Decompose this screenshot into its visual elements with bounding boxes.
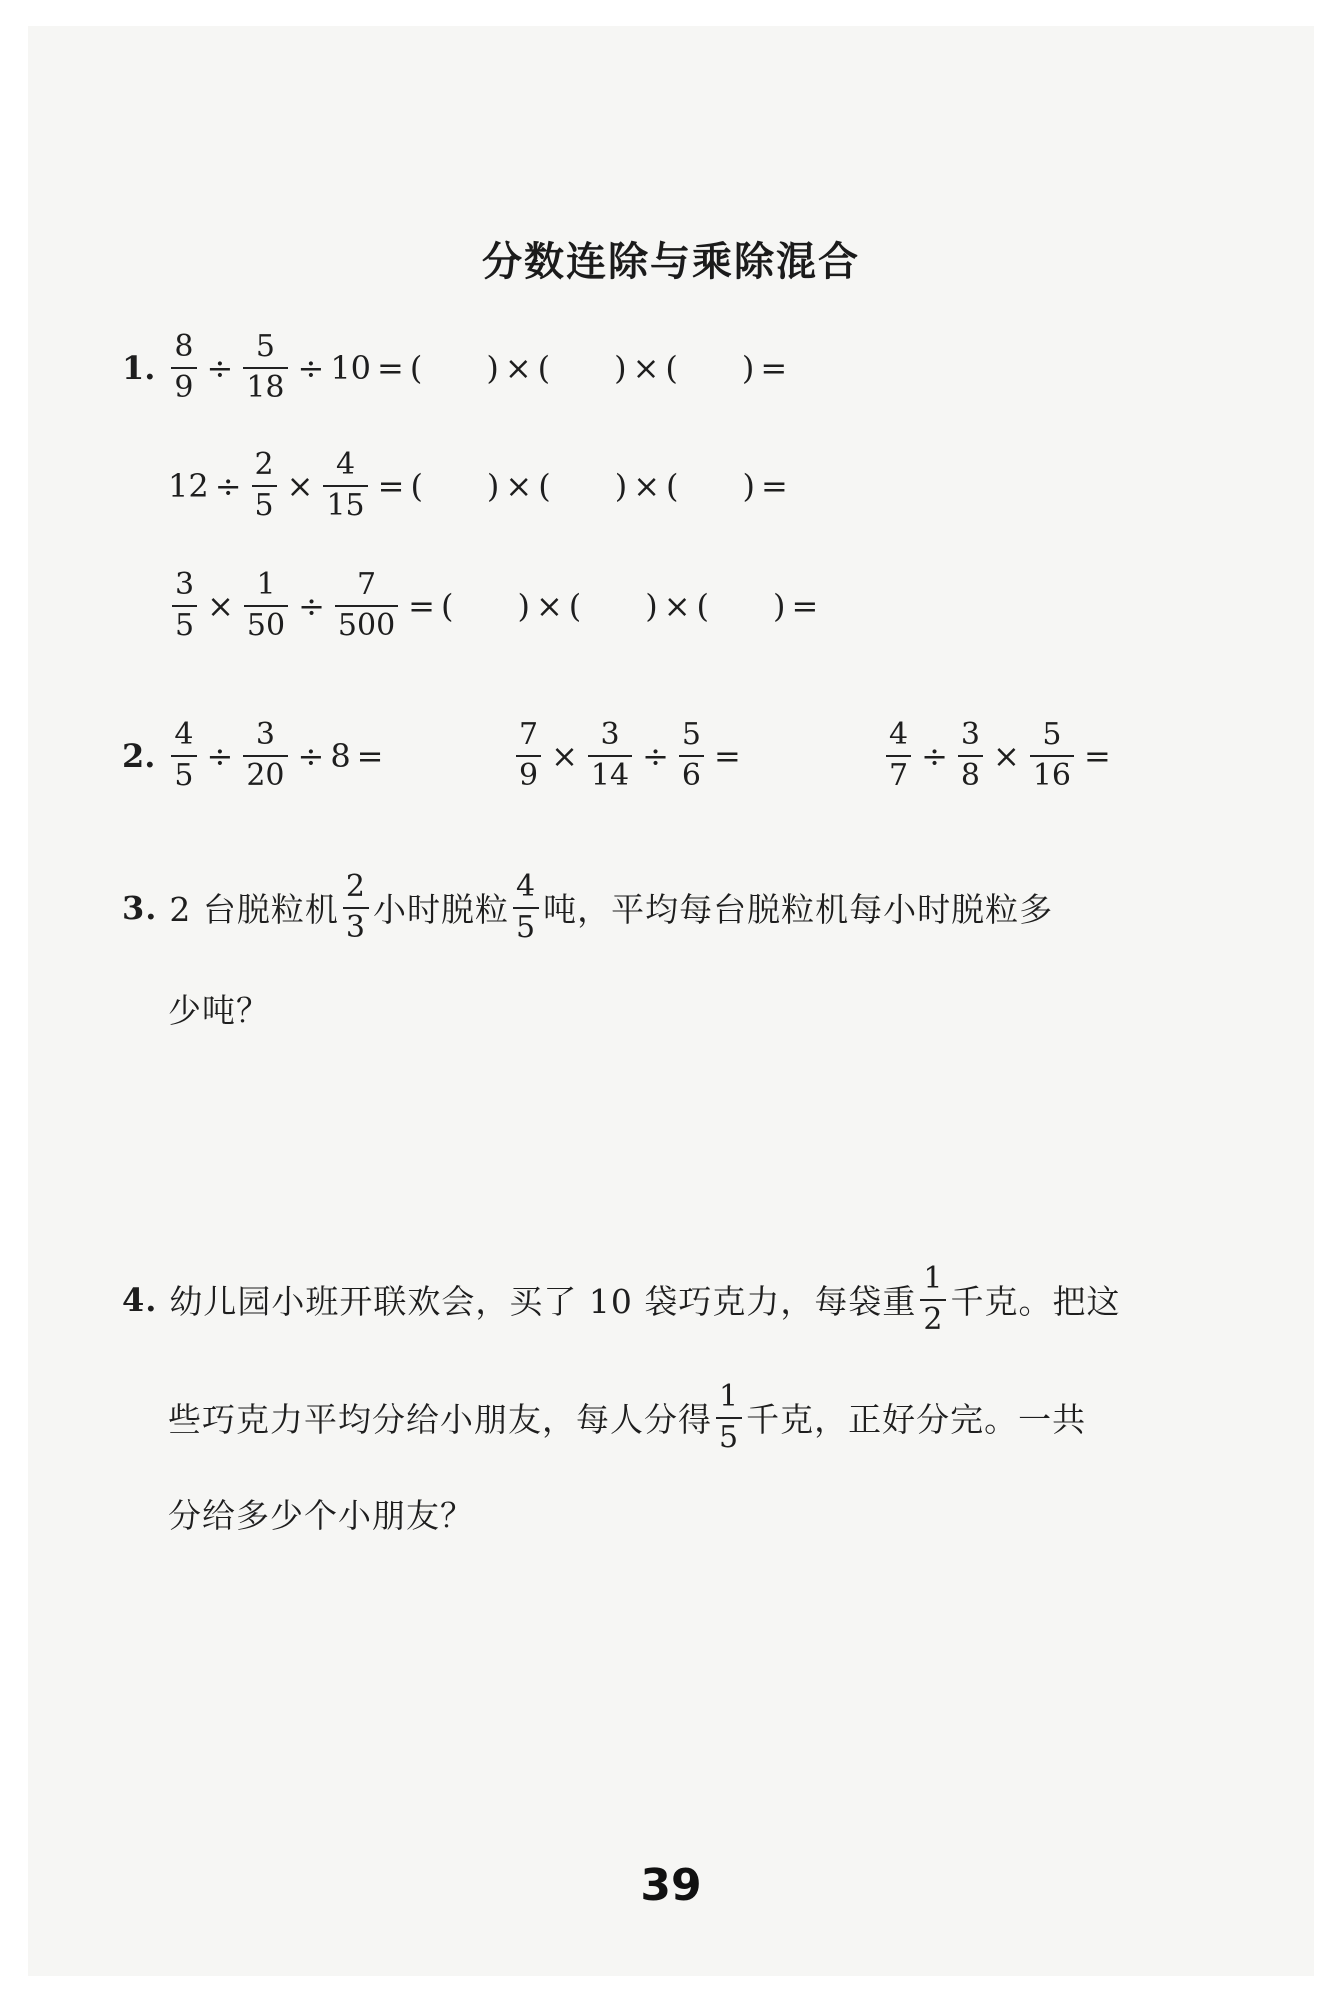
operator: ÷ xyxy=(921,736,948,775)
q4-line-2 xyxy=(168,1380,1086,1455)
q4-text: 些巧克力平均分给小朋友，每人分得 xyxy=(168,1400,712,1439)
paren: ) xyxy=(741,348,755,387)
equals-sign: = xyxy=(356,736,384,775)
q1-row3 xyxy=(168,568,824,643)
operator: × xyxy=(993,736,1020,775)
page-title: 分数连除与乘除混合 xyxy=(482,239,860,285)
fraction: $\frac{5}{16}$ xyxy=(1030,718,1074,793)
number: 8 xyxy=(330,736,351,775)
q3-line-1 xyxy=(122,870,1053,945)
q1-number: 1. xyxy=(122,348,156,387)
operator: ÷ xyxy=(206,348,234,387)
paren: ) xyxy=(773,586,786,625)
q2-expression-3 xyxy=(882,718,1117,793)
q4-text: 千克。把这 xyxy=(950,1282,1121,1321)
operator: ÷ xyxy=(642,736,669,775)
operator: × xyxy=(286,466,314,505)
paren: ) xyxy=(645,586,658,625)
paren: ( xyxy=(409,348,423,387)
q4-text: 幼儿园小班开联欢会，买了 10 袋巧克力，每袋重 xyxy=(169,1282,917,1321)
operator: ÷ xyxy=(214,466,242,505)
number: 10 xyxy=(330,348,372,387)
operator: × xyxy=(504,348,532,387)
fraction: $\frac{1}{50}$ xyxy=(244,568,288,643)
fraction: $\frac{2}{3}$ xyxy=(343,870,369,945)
operator: × xyxy=(663,586,691,625)
fraction: $\frac{2}{5}$ xyxy=(252,448,277,523)
equals-sign: = xyxy=(791,586,819,625)
fraction: $\frac{3}{20}$ xyxy=(243,718,287,793)
q1-row2 xyxy=(168,448,794,523)
fraction: $\frac{7}{9}$ xyxy=(516,718,541,793)
page-number: 39 xyxy=(640,1860,702,1911)
number: 12 xyxy=(168,466,209,505)
paren: ( xyxy=(537,348,551,387)
fraction: $\frac{3}{8}$ xyxy=(958,718,983,793)
operator: ÷ xyxy=(298,586,325,625)
paren: ( xyxy=(410,466,423,505)
paren: ) xyxy=(486,466,500,505)
paren: ( xyxy=(666,466,679,505)
paren: ( xyxy=(696,586,710,625)
q3-text: 小时脱粒 xyxy=(373,890,509,929)
equals-sign: = xyxy=(1084,736,1111,775)
fraction: $\frac{3}{5}$ xyxy=(172,568,197,643)
operator: × xyxy=(551,736,578,775)
paren: ) xyxy=(517,586,530,625)
q3-text: 吨，平均每台脱粒机每小时脱粒多 xyxy=(543,890,1054,929)
paren: ) xyxy=(614,466,628,505)
fraction: $\frac{5}{18}$ xyxy=(243,330,287,405)
equals-sign: = xyxy=(760,466,788,505)
paren: ( xyxy=(440,586,454,625)
q4-text: 千克，正好分完。一共 xyxy=(746,1400,1087,1439)
paren: ) xyxy=(614,348,627,387)
operator: × xyxy=(207,586,234,625)
fraction: $\frac{4}{5}$ xyxy=(171,718,196,793)
q2-expression-1 xyxy=(122,718,389,793)
q2-number: 2. xyxy=(122,736,156,775)
operator: × xyxy=(633,466,660,505)
q4-line-1 xyxy=(122,1262,1120,1337)
operator: ÷ xyxy=(297,348,325,387)
q3-text: 少吨？ xyxy=(168,991,270,1030)
equals-sign: = xyxy=(760,348,788,387)
q2-expression-2 xyxy=(512,718,747,793)
paren: ( xyxy=(665,348,678,387)
equals-sign: = xyxy=(408,586,435,625)
paren: ) xyxy=(742,466,755,505)
paren: ( xyxy=(538,466,551,505)
fraction: $\frac{1}{2}$ xyxy=(920,1262,946,1337)
operator: ÷ xyxy=(297,736,325,775)
q4-line-3 xyxy=(168,1490,474,1537)
q3-text: 2 台脱粒机 xyxy=(169,890,339,929)
operator: ÷ xyxy=(206,736,234,775)
paren: ( xyxy=(568,586,582,625)
fraction: $\frac{7}{500}$ xyxy=(335,568,398,643)
operator: × xyxy=(505,466,533,505)
fraction: $\frac{3}{14}$ xyxy=(588,718,632,793)
paren: ) xyxy=(486,348,499,387)
equals-sign: = xyxy=(377,466,405,505)
fraction: $\frac{1}{5}$ xyxy=(716,1380,742,1455)
fraction: $\frac{4}{5}$ xyxy=(513,870,539,945)
operator: × xyxy=(632,348,660,387)
operator: × xyxy=(535,586,563,625)
fraction: $\frac{8}{9}$ xyxy=(171,330,196,405)
q4-number: 4. xyxy=(122,1280,158,1319)
equals-sign: = xyxy=(377,348,404,387)
fraction: $\frac{5}{6}$ xyxy=(679,718,704,793)
fraction: $\frac{4}{7}$ xyxy=(886,718,911,793)
q4-text: 分给多少个小朋友？ xyxy=(168,1496,474,1535)
q1-row1 xyxy=(122,330,793,405)
fraction: $\frac{4}{15}$ xyxy=(323,448,367,523)
equals-sign: = xyxy=(714,736,741,775)
q3-number: 3. xyxy=(122,888,158,927)
q3-line-2 xyxy=(168,985,270,1032)
